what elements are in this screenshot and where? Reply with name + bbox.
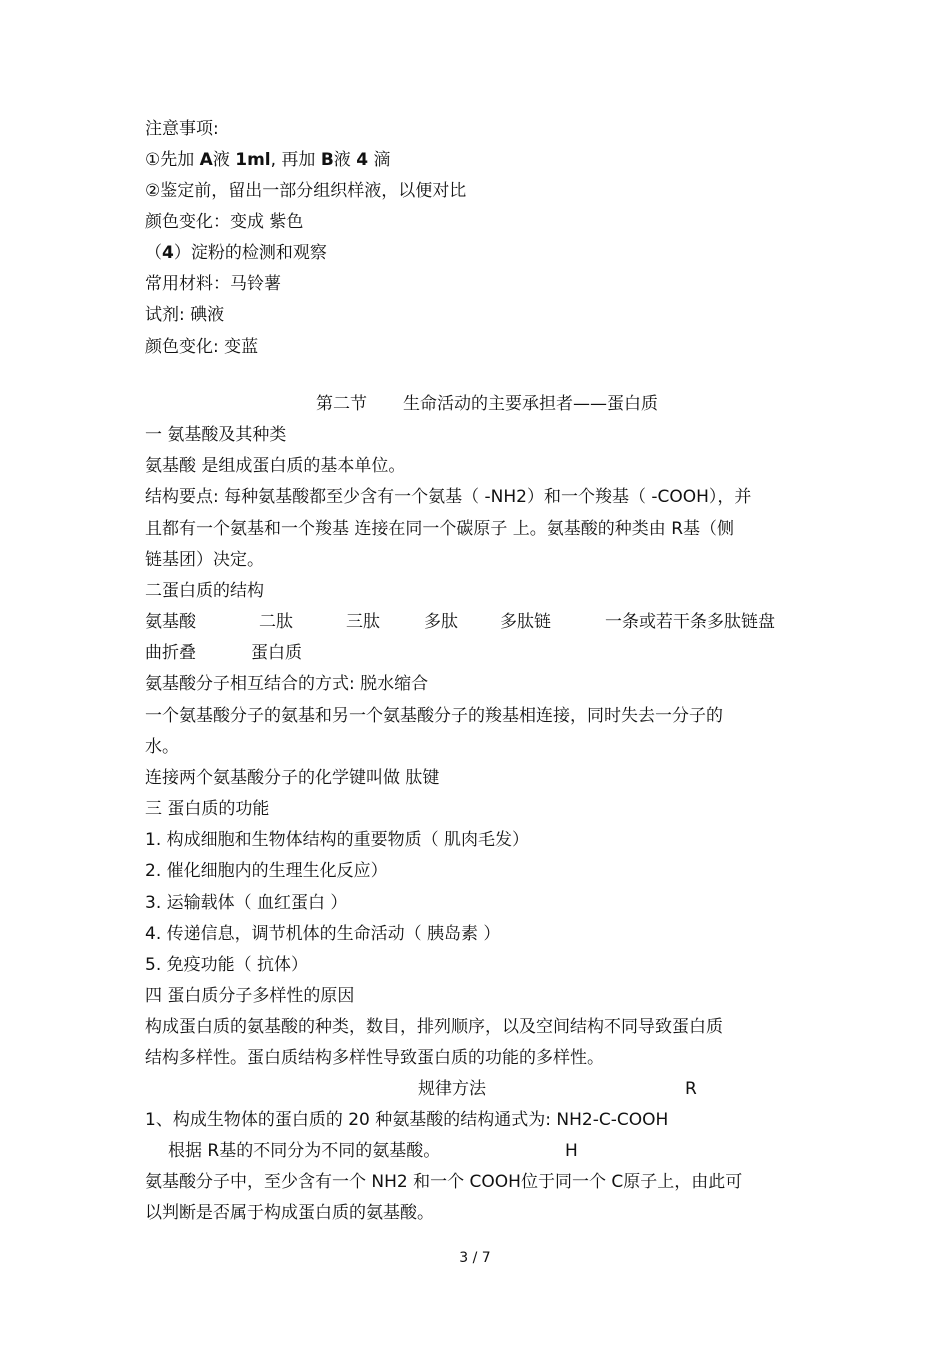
- text-line: 1、构成生物体的蛋白质的 20 种氨基酸的结构通式为: NH2-C-COOH: [145, 1110, 669, 1130]
- text-line: 以判断是否属于构成蛋白质的氨基酸。: [145, 1203, 434, 1223]
- text-line: 一 氨基酸及其种类: [145, 425, 287, 445]
- text-span: 液: [212, 150, 230, 170]
- text-line: [145, 242, 327, 264]
- text-span: 1ml: [235, 150, 271, 170]
- text-span: 滴: [373, 150, 391, 170]
- sequence-item: 三肽: [346, 612, 380, 632]
- text-line: 颜色变化: 变蓝: [145, 337, 259, 357]
- subheading: 规律方法: [418, 1079, 486, 1099]
- page-number: 3 / 7: [459, 1250, 491, 1266]
- formula-h: H: [565, 1141, 578, 1161]
- text-line: 氨基酸分子中，至少含有一个 NH2 和一个 COOH位于同一个 C原子上，由此可: [145, 1172, 743, 1192]
- text-line: 结构要点: 每种氨基酸都至少含有一个氨基（ -NH2）和一个羧基（ -COOH），并: [145, 487, 752, 507]
- section-title-number: 第二节: [316, 394, 367, 414]
- text-line: 四 蛋白质分子多样性的原因: [145, 986, 355, 1006]
- text-line: 结构多样性。蛋白质结构多样性导致蛋白质的功能的多样性。: [145, 1048, 604, 1068]
- sequence-item: 二肽: [259, 612, 293, 632]
- text-line: [145, 149, 390, 171]
- text-line: 连接两个氨基酸分子的化学键叫做 肽键: [145, 768, 440, 788]
- text-span: ）淀粉的检测和观察: [173, 243, 327, 263]
- sequence-item: 氨基酸: [145, 612, 196, 632]
- text-line: 且都有一个氨基和一个羧基 连接在同一个碳原子 上。氨基酸的种类由 R基（侧: [145, 519, 735, 539]
- text-span: ①先加: [145, 150, 195, 170]
- text-span: , 再加: [270, 150, 316, 170]
- text-line: ②鉴定前，留出一部分组织样液，以便对比: [145, 181, 467, 201]
- text-line: 颜色变化：变成 紫色: [145, 212, 304, 232]
- list-item: 5. 免疫功能（ 抗体）: [145, 955, 309, 975]
- text-span: 4: [162, 243, 174, 263]
- text-line: 注意事项:: [145, 119, 219, 139]
- text-span: 4: [356, 150, 369, 170]
- text-line: 试剂: 碘液: [145, 305, 225, 325]
- formula-r-group: R: [685, 1079, 697, 1099]
- text-span: 液: [333, 150, 351, 170]
- text-line: 三 蛋白质的功能: [145, 799, 270, 819]
- text-line: 氨基酸 是组成蛋白质的基本单位。: [145, 456, 406, 476]
- text-span: （: [145, 243, 162, 263]
- text-line: 链基团）决定。: [145, 550, 264, 570]
- text-line: 氨基酸分子相互结合的方式: 脱水缩合: [145, 674, 429, 694]
- sequence-item: 蛋白质: [251, 643, 302, 663]
- sequence-item: 多肽链: [500, 612, 551, 632]
- text-line: 根据 R基的不同分为不同的氨基酸。: [168, 1141, 441, 1161]
- text-span: B: [320, 150, 334, 170]
- text-line: 构成蛋白质的氨基酸的种类，数目，排列顺序，以及空间结构不同导致蛋白质: [145, 1017, 723, 1037]
- sequence-item: 一条或若干条多肽链盘: [605, 612, 775, 632]
- text-span: A: [199, 150, 213, 170]
- list-item: 4. 传递信息，调节机体的生命活动（ 胰岛素 ）: [145, 924, 501, 944]
- sequence-item: 多肽: [424, 612, 458, 632]
- section-title: 生命活动的主要承担者——蛋白质: [403, 394, 658, 414]
- text-line: 常用材料：马铃薯: [145, 274, 281, 294]
- sequence-item: 曲折叠: [145, 643, 196, 663]
- text-line: 水。: [145, 737, 179, 757]
- list-item: 2. 催化细胞内的生理生化反应）: [145, 861, 388, 881]
- list-item: 3. 运输载体（ 血红蛋白 ）: [145, 893, 348, 913]
- text-line: 二蛋白质的结构: [145, 581, 264, 601]
- text-line: 一个氨基酸分子的氨基和另一个氨基酸分子的羧基相连接，同时失去一分子的: [145, 706, 723, 726]
- list-item: 1. 构成细胞和生物体结构的重要物质（ 肌肉毛发）: [145, 830, 530, 850]
